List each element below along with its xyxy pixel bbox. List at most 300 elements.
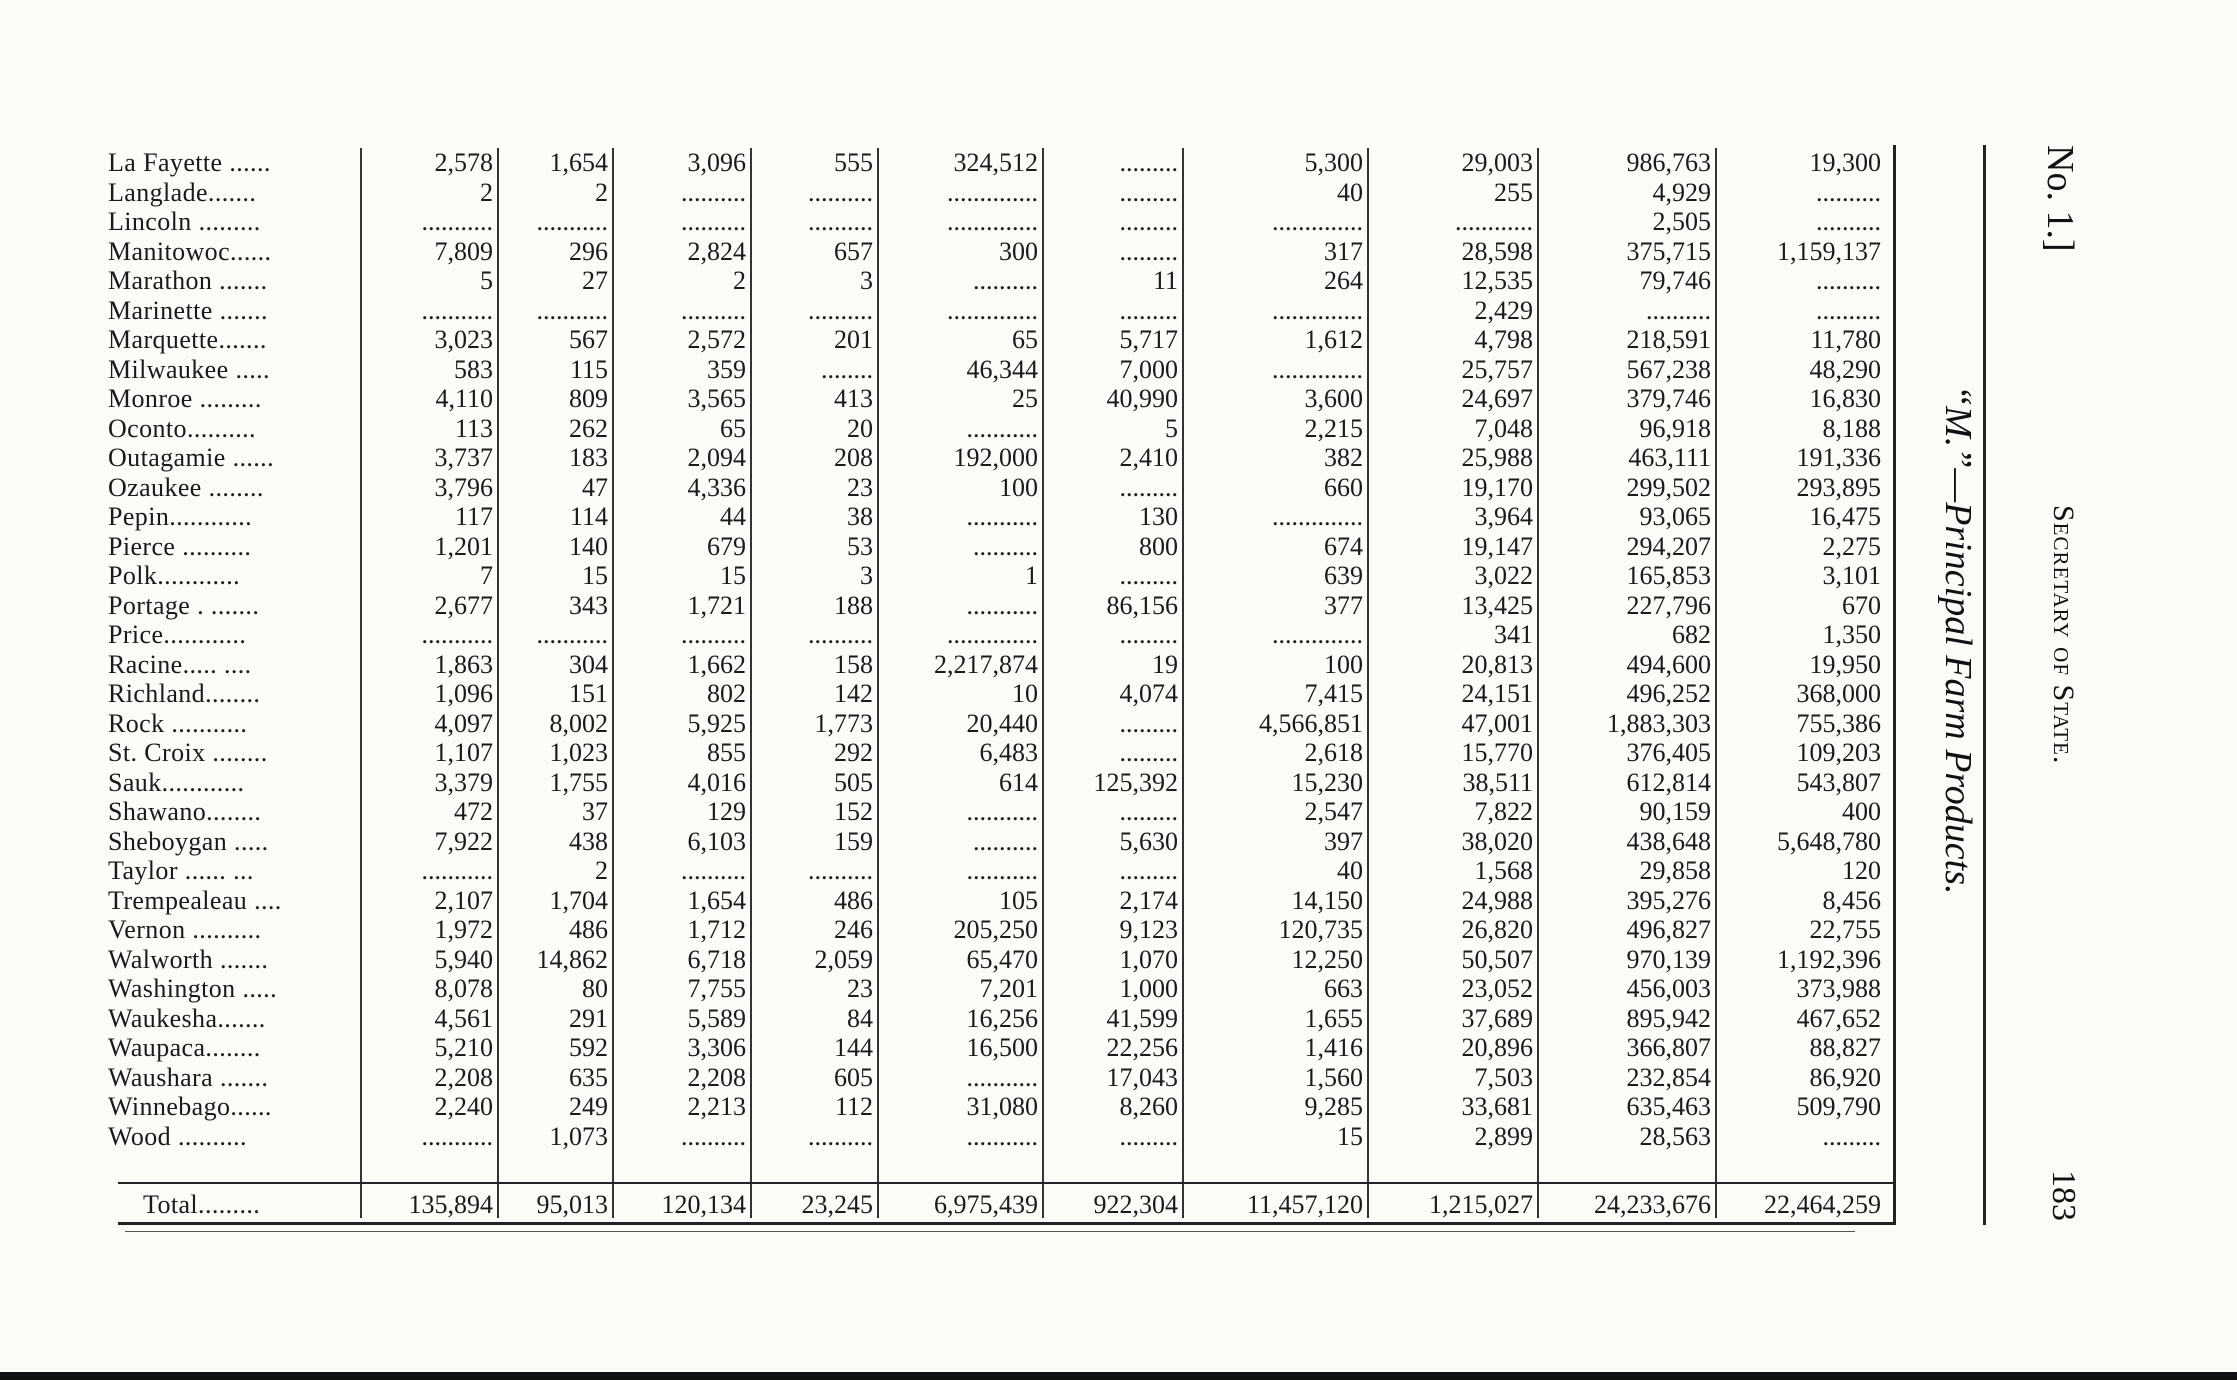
value-cell: 37,689 [1461, 1003, 1533, 1033]
value-cell: 84 [847, 1003, 873, 1033]
value-cell: .............. [947, 177, 1038, 207]
table-row [108, 886, 1908, 916]
value-cell: 50,507 [1461, 944, 1533, 974]
value-cell: .......... [1816, 177, 1881, 207]
county-name: Wood .......... [108, 1121, 247, 1151]
value-cell: 605 [834, 1062, 873, 1092]
county-name: Vernon .......... [108, 915, 262, 944]
table-row [108, 856, 1908, 886]
value-cell: 152 [834, 797, 873, 826]
table-row [108, 473, 1908, 503]
value-cell: 4,566,851 [1259, 708, 1363, 738]
value-cell: 11,457,120 [1246, 1190, 1363, 1219]
value-cell: 12,535 [1461, 266, 1533, 295]
table-row [108, 1063, 1908, 1093]
value-cell: 38,511 [1462, 767, 1533, 797]
value-cell: 27 [582, 266, 608, 295]
county-name: Pierce .......... [108, 531, 252, 561]
value-cell: 397 [1324, 826, 1363, 856]
value-cell: 2,677 [434, 590, 493, 620]
value-cell: 614 [999, 767, 1038, 797]
county-name: Waushara ....... [108, 1062, 269, 1092]
value-cell: 486 [834, 885, 873, 915]
value-cell: 1,159,137 [1777, 236, 1881, 266]
value-cell: 1,704 [549, 885, 608, 915]
value-cell: 23,245 [801, 1190, 873, 1219]
value-cell: 1,107 [434, 738, 493, 767]
county-name: Taylor ...... ... [108, 856, 254, 885]
value-cell: 299,502 [1626, 472, 1711, 502]
value-cell: 657 [834, 236, 873, 266]
value-cell: 28,563 [1639, 1121, 1711, 1151]
column-rule [1042, 148, 1044, 1218]
value-cell: 79,746 [1639, 266, 1711, 295]
value-cell: 25,757 [1461, 354, 1533, 384]
value-cell: 4,074 [1119, 679, 1178, 708]
table-row [108, 738, 1908, 768]
value-cell: .......... [1816, 295, 1881, 325]
county-name: Shawano........ [108, 797, 262, 826]
value-cell: 7 [480, 561, 493, 590]
value-cell: 3,023 [434, 325, 493, 354]
value-cell: 15 [1337, 1121, 1363, 1151]
value-cell: .......... [1816, 207, 1881, 236]
value-cell: 3,796 [434, 472, 493, 502]
value-cell: 20,440 [966, 708, 1038, 738]
value-cell: .............. [947, 295, 1038, 325]
value-cell: 96,918 [1639, 413, 1711, 443]
value-cell: 5,940 [434, 944, 493, 974]
value-cell: 227,796 [1626, 590, 1711, 620]
value-cell: 755,386 [1796, 708, 1881, 738]
total-rule [118, 1182, 1893, 1184]
value-cell: 7,201 [979, 974, 1038, 1003]
value-cell: ........... [536, 295, 608, 325]
value-cell: .......... [681, 856, 746, 885]
value-cell: 1,773 [814, 708, 873, 738]
column-rule [877, 148, 879, 1218]
value-cell: 100 [999, 472, 1038, 502]
value-cell: 438 [569, 826, 608, 856]
value-cell: 486 [569, 915, 608, 944]
value-cell: 635,463 [1626, 1092, 1711, 1121]
value-cell: 1,755 [549, 767, 608, 797]
value-cell: 12,250 [1291, 944, 1363, 974]
value-cell: 6,103 [687, 826, 746, 856]
value-cell: 6,975,439 [934, 1190, 1038, 1219]
value-cell: 1,350 [1822, 620, 1881, 649]
value-cell: .............. [1272, 295, 1363, 325]
value-cell: 1,883,303 [1607, 708, 1711, 738]
value-cell: 24,151 [1461, 679, 1533, 708]
value-cell: .............. [1272, 207, 1363, 236]
value-cell: 4,097 [434, 708, 493, 738]
value-cell: 986,763 [1626, 148, 1711, 177]
value-cell: 100 [1324, 649, 1363, 679]
value-cell: 86,156 [1106, 590, 1178, 620]
value-cell: 24,697 [1461, 384, 1533, 413]
value-cell: 13,425 [1461, 590, 1533, 620]
table-row [108, 1033, 1908, 1063]
value-cell: 16,256 [966, 1003, 1038, 1033]
value-cell: 41,599 [1106, 1003, 1178, 1033]
value-cell: 208 [834, 443, 873, 472]
value-cell: 674 [1324, 531, 1363, 561]
value-cell: 1,863 [434, 649, 493, 679]
value-cell: 10 [1012, 679, 1038, 708]
value-cell: 188 [834, 590, 873, 620]
value-cell: 663 [1324, 974, 1363, 1003]
value-cell: 7,809 [434, 236, 493, 266]
value-cell: 413 [834, 384, 873, 413]
value-cell: 15,230 [1291, 767, 1363, 797]
value-cell: 22,464,259 [1764, 1190, 1881, 1219]
value-cell: 592 [569, 1033, 608, 1062]
value-cell: 639 [1324, 561, 1363, 590]
value-cell: ........... [421, 295, 493, 325]
value-cell: ........... [421, 856, 493, 885]
value-cell: 191,336 [1796, 443, 1881, 472]
value-cell: 48,290 [1809, 354, 1881, 384]
value-cell: 2,505 [1652, 207, 1711, 236]
value-cell: 40,990 [1106, 384, 1178, 413]
value-cell: 5,630 [1119, 826, 1178, 856]
value-cell: 4,336 [687, 472, 746, 502]
table-row [108, 620, 1908, 650]
value-cell: 2,240 [434, 1092, 493, 1121]
value-cell: 17,043 [1106, 1062, 1178, 1092]
table-row [108, 827, 1908, 857]
value-cell: 262 [569, 413, 608, 443]
value-cell: 2,618 [1304, 738, 1363, 767]
value-cell: 65 [1012, 325, 1038, 354]
table-row [108, 443, 1908, 473]
value-cell: 20 [847, 413, 873, 443]
value-cell: ......... [1119, 738, 1178, 767]
table-row [108, 296, 1908, 326]
value-cell: 46,344 [966, 354, 1038, 384]
value-cell: 3,306 [687, 1033, 746, 1062]
value-cell: 2 [595, 856, 608, 885]
value-cell: 291 [569, 1003, 608, 1033]
value-cell: .......... [681, 295, 746, 325]
value-cell: 2,208 [687, 1062, 746, 1092]
table-row [108, 532, 1908, 562]
value-cell: 2,899 [1474, 1121, 1533, 1151]
value-cell: .......... [973, 266, 1038, 295]
value-cell: .......... [681, 1121, 746, 1151]
value-cell: 22,256 [1106, 1033, 1178, 1062]
value-cell: 368,000 [1796, 679, 1881, 708]
value-cell: 567 [569, 325, 608, 354]
value-cell: 19,950 [1809, 649, 1881, 679]
value-cell: 317 [1324, 236, 1363, 266]
table-row [108, 974, 1908, 1004]
value-cell: 375,715 [1626, 236, 1711, 266]
value-cell: 232,854 [1626, 1062, 1711, 1092]
value-cell: ........... [966, 413, 1038, 443]
value-cell: ........... [536, 620, 608, 649]
value-cell: 456,003 [1626, 974, 1711, 1003]
table-row [108, 414, 1908, 444]
county-name: Manitowoc...... [108, 236, 272, 266]
value-cell: 9,285 [1304, 1092, 1363, 1121]
table-row [108, 709, 1908, 739]
value-cell: 95,013 [536, 1190, 608, 1219]
value-cell: 19,170 [1461, 472, 1533, 502]
value-cell: 3 [860, 266, 873, 295]
value-cell: 3,565 [687, 384, 746, 413]
value-cell: 29,003 [1461, 148, 1533, 177]
value-cell: 382 [1324, 443, 1363, 472]
value-cell: 1,712 [687, 915, 746, 944]
county-name: St. Croix ........ [108, 738, 268, 767]
value-cell: 3,379 [434, 767, 493, 797]
county-name: Waupaca........ [108, 1033, 261, 1062]
county-name: Racine..... .... [108, 649, 252, 679]
value-cell: 15 [720, 561, 746, 590]
value-cell: 120,735 [1278, 915, 1363, 944]
value-cell: 109,203 [1796, 738, 1881, 767]
value-cell: 438,648 [1626, 826, 1711, 856]
table-right-rule [1893, 145, 1896, 1225]
column-rule [1537, 148, 1539, 1218]
value-cell: 379,746 [1626, 384, 1711, 413]
value-cell: 1,655 [1304, 1003, 1363, 1033]
value-cell: 7,000 [1119, 354, 1178, 384]
value-cell: 376,405 [1626, 738, 1711, 767]
value-cell: 6,483 [979, 738, 1038, 767]
value-cell: 15 [582, 561, 608, 590]
value-cell: .............. [947, 620, 1038, 649]
value-cell: 38,020 [1461, 826, 1533, 856]
value-cell: 300 [999, 236, 1038, 266]
value-cell: ........... [536, 207, 608, 236]
value-cell: 1,215,027 [1429, 1190, 1533, 1219]
county-name: Walworth ....... [108, 944, 269, 974]
value-cell: 2,215 [1304, 413, 1363, 443]
value-cell: 151 [569, 679, 608, 708]
value-cell: 5 [1165, 413, 1178, 443]
value-cell: 970,139 [1626, 944, 1711, 974]
value-cell: 1,192,396 [1777, 944, 1881, 974]
value-cell: 1,023 [549, 738, 608, 767]
value-cell: 47 [582, 472, 608, 502]
value-cell: 1,000 [1119, 974, 1178, 1003]
value-cell: 1,662 [687, 649, 746, 679]
value-cell: 20,896 [1461, 1033, 1533, 1062]
county-name: Richland........ [108, 679, 261, 708]
county-name: Sheboygan ..... [108, 826, 269, 856]
value-cell: 201 [834, 325, 873, 354]
value-cell: 255 [1494, 177, 1533, 207]
value-cell: 296 [569, 236, 608, 266]
value-cell: .......... [808, 207, 873, 236]
value-cell: .......... [808, 1121, 873, 1151]
value-cell: 113 [454, 413, 493, 443]
value-cell: ........... [421, 207, 493, 236]
value-cell: 3,964 [1474, 502, 1533, 531]
value-cell: ......... [1119, 708, 1178, 738]
value-cell: .......... [808, 177, 873, 207]
value-cell: 31,080 [966, 1092, 1038, 1121]
value-cell: 23 [847, 974, 873, 1003]
bottom-rule [118, 1222, 1893, 1225]
value-cell: ........... [966, 1062, 1038, 1092]
value-cell: 25 [1012, 384, 1038, 413]
value-cell: 8,456 [1822, 885, 1881, 915]
value-cell: 5,717 [1119, 325, 1178, 354]
value-cell: .......... [808, 856, 873, 885]
county-name: Rock ........... [108, 708, 248, 738]
value-cell: .......... [1646, 295, 1711, 325]
table-row [108, 237, 1908, 267]
value-cell: 24,233,676 [1594, 1190, 1711, 1219]
value-cell: 246 [834, 915, 873, 944]
value-cell: 8,078 [434, 974, 493, 1003]
value-cell: 395,276 [1626, 885, 1711, 915]
value-cell: .......... [681, 177, 746, 207]
value-cell: 15,770 [1461, 738, 1533, 767]
value-cell: 16,500 [966, 1033, 1038, 1062]
county-name: Polk............ [108, 561, 241, 590]
value-cell: 40 [1337, 177, 1363, 207]
value-cell: 37 [582, 797, 608, 826]
value-cell: 7,755 [687, 974, 746, 1003]
value-cell: 130 [1139, 502, 1178, 531]
value-cell: 359 [707, 354, 746, 384]
value-cell: 2,174 [1119, 885, 1178, 915]
value-cell: 2,429 [1474, 295, 1533, 325]
county-name: Pepin............ [108, 502, 253, 531]
value-cell: 1,201 [434, 531, 493, 561]
value-cell: 249 [569, 1092, 608, 1121]
value-cell: 2,208 [434, 1062, 493, 1092]
value-cell: 26,820 [1461, 915, 1533, 944]
value-cell: 53 [847, 531, 873, 561]
value-cell: 3,737 [434, 443, 493, 472]
value-cell: 7,822 [1474, 797, 1533, 826]
value-cell: 1,416 [1304, 1033, 1363, 1062]
value-cell: 90,159 [1639, 797, 1711, 826]
value-cell: 496,252 [1626, 679, 1711, 708]
value-cell: 1,096 [434, 679, 493, 708]
value-cell: 343 [569, 590, 608, 620]
value-cell: 555 [834, 148, 873, 177]
column-rule [360, 148, 362, 1218]
value-cell: 3,022 [1474, 561, 1533, 590]
value-cell: 583 [454, 354, 493, 384]
value-cell: .......... [1816, 266, 1881, 295]
value-cell: 47,001 [1461, 708, 1533, 738]
table-row [108, 502, 1908, 532]
value-cell: ......... [1119, 177, 1178, 207]
county-name: Oconto.......... [108, 413, 256, 443]
value-cell: 6,718 [687, 944, 746, 974]
county-name: Sauk............ [108, 767, 245, 797]
value-cell: 38 [847, 502, 873, 531]
value-cell: 115 [569, 354, 608, 384]
value-cell: 88,827 [1809, 1033, 1881, 1062]
table-row [108, 679, 1908, 709]
running-head: Secretary of State. [2047, 505, 2080, 765]
value-cell: 304 [569, 649, 608, 679]
value-cell: 4,016 [687, 767, 746, 797]
value-cell: 25,988 [1461, 443, 1533, 472]
county-name: Ozaukee ........ [108, 472, 264, 502]
value-cell: 23,052 [1461, 974, 1533, 1003]
table-row [108, 207, 1908, 237]
value-cell: 3,600 [1304, 384, 1363, 413]
value-cell: 105 [999, 885, 1038, 915]
value-cell: 86,920 [1809, 1062, 1881, 1092]
value-cell: 19,300 [1809, 148, 1881, 177]
value-cell: 293,895 [1796, 472, 1881, 502]
value-cell: 5,300 [1304, 148, 1363, 177]
value-cell: ......... [1119, 797, 1178, 826]
value-cell: .......... [681, 620, 746, 649]
value-cell: 543,807 [1796, 767, 1881, 797]
value-cell: 2,107 [434, 885, 493, 915]
value-cell: 135,894 [408, 1190, 493, 1219]
value-cell: 4,798 [1474, 325, 1533, 354]
county-name: Winnebago...... [108, 1092, 272, 1121]
value-cell: 635 [569, 1062, 608, 1092]
value-cell: ......... [1119, 236, 1178, 266]
value-cell: 2,059 [814, 944, 873, 974]
value-cell: 1,070 [1119, 944, 1178, 974]
scan-edge [0, 1372, 2237, 1380]
value-cell: 682 [1672, 620, 1711, 649]
value-cell: 65,470 [966, 944, 1038, 974]
value-cell: 11,780 [1810, 325, 1881, 354]
value-cell: 855 [707, 738, 746, 767]
value-cell: 7,503 [1474, 1062, 1533, 1092]
value-cell: 472 [454, 797, 493, 826]
value-cell: 14,862 [536, 944, 608, 974]
value-cell: 809 [569, 384, 608, 413]
value-cell: ......... [1119, 561, 1178, 590]
table-row [108, 945, 1908, 975]
value-cell: ........... [966, 590, 1038, 620]
table-row [108, 1122, 1908, 1152]
value-cell: 5,589 [687, 1003, 746, 1033]
value-cell: 11 [1152, 266, 1178, 295]
value-cell: 5,648,780 [1777, 826, 1881, 856]
value-cell: 44 [720, 502, 746, 531]
table-title: “M.”—Principal Farm Products. [1937, 385, 1979, 895]
value-cell: 509,790 [1796, 1092, 1881, 1121]
county-name: Marathon ....... [108, 266, 268, 295]
value-cell: 28,598 [1461, 236, 1533, 266]
value-cell: 2,094 [687, 443, 746, 472]
value-cell: 294,207 [1626, 531, 1711, 561]
value-cell: 129 [707, 797, 746, 826]
value-cell: 1,612 [1304, 325, 1363, 354]
value-cell: ........... [421, 1121, 493, 1151]
value-cell: ........... [966, 1121, 1038, 1151]
value-cell: 2,824 [687, 236, 746, 266]
value-cell: .............. [1272, 620, 1363, 649]
value-cell: 8,188 [1822, 413, 1881, 443]
value-cell: 2 [733, 266, 746, 295]
table-row [108, 1004, 1908, 1034]
value-cell: 324,512 [953, 148, 1038, 177]
table-row [108, 650, 1908, 680]
value-cell: ......... [1119, 472, 1178, 502]
value-cell: 142 [834, 679, 873, 708]
value-cell: 112 [834, 1092, 873, 1121]
